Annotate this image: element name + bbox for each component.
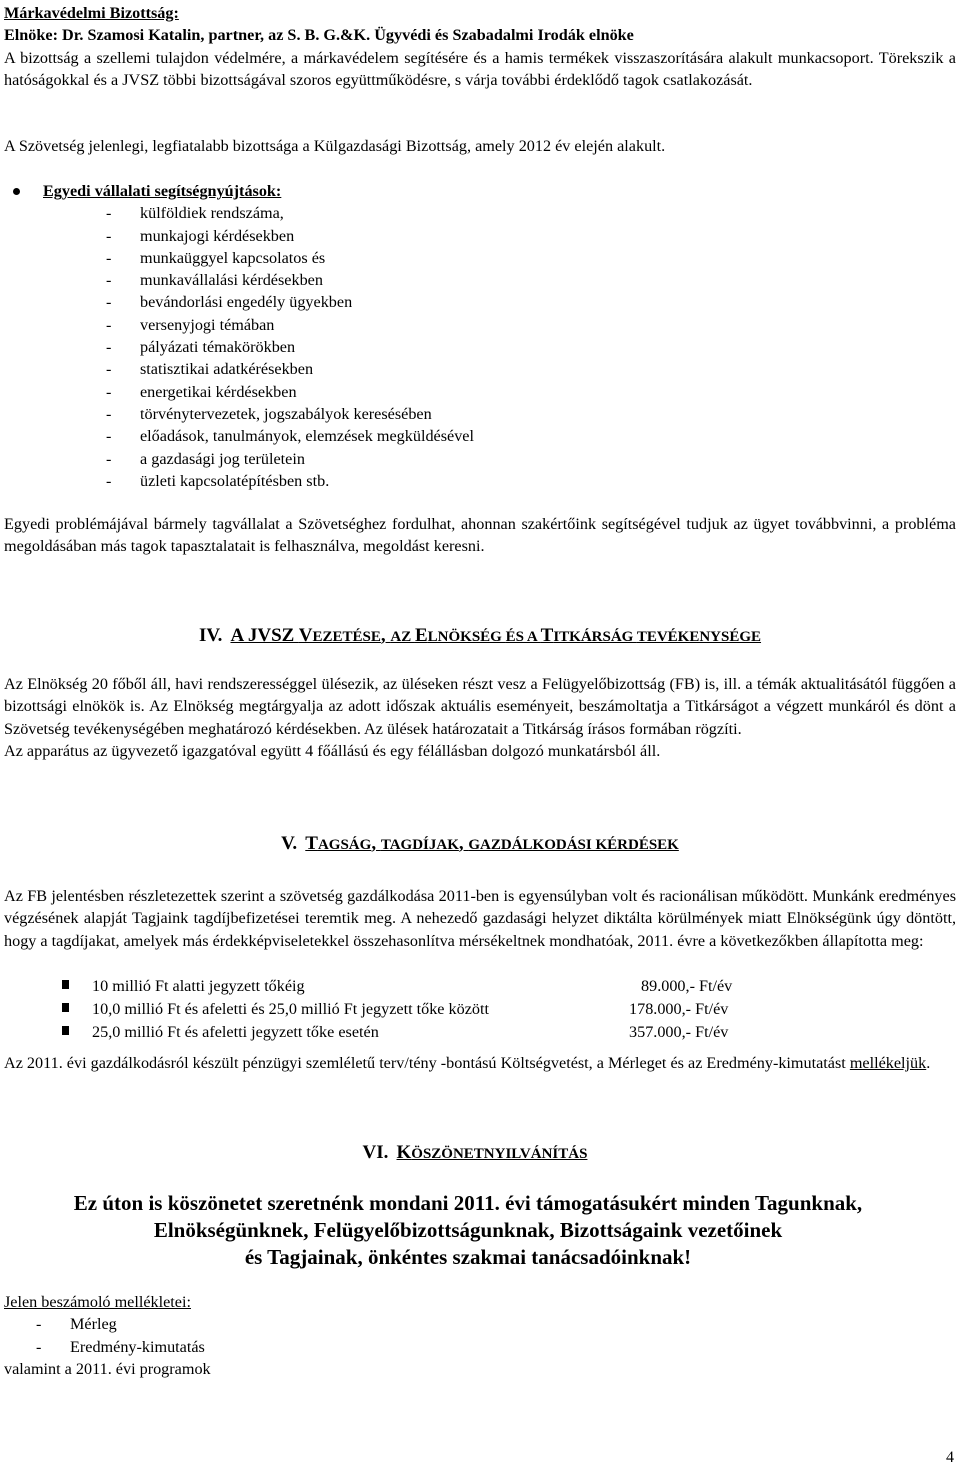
budget-paragraph: Az 2011. évi gazdálkodásról készült pénzügyi szemléletű terv/tény -bontású Költségvetést, a Mérleget és az Eredmény-kimutatást mellékeljük. xyxy=(4,1054,931,1072)
list-item: - előadások, tanulmányok, elemzések megküldésével xyxy=(106,427,474,446)
list-item: - törvénytervezetek, jogszabályok keresésében xyxy=(106,404,432,423)
section-6-heading xyxy=(0,1142,951,1165)
attachments-list xyxy=(36,1313,956,1358)
section-4-title: A JVSZ VEZETÉSE, AZ ELNÖKSÉG ÉS A TITKÁRSÁG TEVÉKENYSÉGE xyxy=(230,625,762,646)
attachments-extra: valamint a 2011. évi programok xyxy=(4,1359,211,1378)
list-item: - pályázati témakörökben xyxy=(106,338,296,357)
list-item: - üzleti kapcsolatépítésben stb. xyxy=(106,471,330,490)
assistance-closing-text: Egyedi problémájával bármely tagvállalat a Szövetséghez fordulhat, ahonnan szakértőink segítségével tudjuk az ügyet továbbvinni, a probléma megoldásában más tagok tapasztalatait is felhasználva, megoldást keresni. xyxy=(4,515,956,556)
list-item: - a gazdasági jog területein xyxy=(106,449,305,468)
youngest-committee-paragraph xyxy=(4,135,956,157)
fee-description: 10 millió Ft alatti jegyzett tőkéig xyxy=(92,977,305,995)
thanks-line: Elnökségünknek, Felügyelőbizottságunknak, Bizottságaink vezetőinek xyxy=(153,1218,783,1242)
page-number: 4 xyxy=(946,1449,954,1466)
list-item: - munkaüggyel kapcsolatos és xyxy=(106,248,326,267)
assistance-list xyxy=(106,202,956,492)
committee-section xyxy=(4,2,956,91)
section-5-body xyxy=(4,885,956,952)
section-5-numeral: V. xyxy=(281,833,298,854)
assistance-closing xyxy=(4,513,956,558)
fee-description: 10,0 millió Ft és afeletti és 25,0 millió Ft jegyzett tőke között xyxy=(92,1000,489,1018)
fee-row xyxy=(4,998,956,1021)
assistance-title: Egyedi vállalati segítségnyújtások: xyxy=(43,182,282,200)
committee-chair: Elnöke: Dr. Szamosi Katalin, partner, az S. B. G.&K. Ügyvédi és Szabadalmi Irodák elnöke xyxy=(4,26,634,45)
thanks-message xyxy=(0,1190,944,1271)
fee-amount: 178.000,- Ft/év xyxy=(629,1000,729,1018)
budget-text: Az 2011. évi gazdálkodásról készült pénzügyi szemléletű terv/tény -bontású Költségvetést, a Mérleget és az Eredmény-kimutatást xyxy=(4,1054,850,1072)
bullet-icon xyxy=(13,188,20,195)
list-item: - munkavállalási kérdésekben xyxy=(106,271,323,290)
committee-title: Márkavédelmi Bizottság: xyxy=(4,4,179,22)
attachments-title: Jelen beszámoló mellékletei: xyxy=(4,1293,191,1311)
section-6-numeral: VI. xyxy=(362,1142,389,1163)
section-5-heading xyxy=(4,833,956,856)
fee-row xyxy=(4,1021,956,1044)
section-4-body xyxy=(4,673,956,762)
budget-attachment-text: mellékeljük xyxy=(849,1054,927,1072)
section-5-title: TAGSÁG, TAGDÍJAK, GAZDÁLKODÁSI KÉRDÉSEK xyxy=(305,833,679,854)
committee-text: A bizottság a szellemi tulajdon védelmére, a márkavédelem segítésére és a hamis termékek visszaszorítására alakult munkacsoport. Törekszik a hatóságokkal és a JVSZ többi bizottságával szoros együttműködésre, s várja további érdeklődő tagok csatlakozását. xyxy=(4,48,956,89)
section-4-heading xyxy=(4,625,956,648)
list-item: - munkajogi kérdésekben xyxy=(106,226,295,245)
list-item: - külföldiek rendszáma, xyxy=(106,204,284,223)
fee-description: 25,0 millió Ft és afeletti jegyzett tőke esetén xyxy=(92,1023,379,1041)
youngest-committee-text: A Szövetség jelenlegi, legfiatalabb bizottsága a Külgazdasági Bizottság, amely 2012 év elején alakult. xyxy=(4,137,666,155)
fee-table xyxy=(4,975,956,1044)
fee-amount: 89.000,- Ft/év xyxy=(641,977,733,995)
attachments-section xyxy=(4,1291,956,1380)
fee-row xyxy=(4,975,956,998)
square-bullet-icon xyxy=(62,980,69,989)
section-4-numeral: IV. xyxy=(198,625,223,646)
list-item: - versenyjogi témában xyxy=(106,315,275,334)
fee-amount: 357.000,- Ft/év xyxy=(629,1023,729,1041)
list-item: - Mérleg xyxy=(36,1315,117,1334)
list-item: - bevándorlási engedély ügyekben xyxy=(106,293,353,312)
list-item: - statisztikai adatkérésekben xyxy=(106,360,314,379)
section-6-title: KÖSZÖNETNYILVÁNÍTÁS xyxy=(396,1142,588,1163)
thanks-line: Ez úton is köszönetet szeretnénk mondani 2011. évi támogatásukért minden Tagunknak, xyxy=(73,1191,863,1215)
thanks-line: és Tagjainak, önkéntes szakmai tanácsadóinknak! xyxy=(244,1245,692,1269)
section-4-paragraph-1: Az Elnökség 20 főből áll, havi rendszerességgel ülésezik, az üléseken részt vesz a Felügyelőbizottság (FB) is, ill. a témák aktualitásától függően a bizottsági elnökök is. Az Elnökség megtárgyalja az adott időszak aktuális eseményeit, beszámoltatja a Titkárságot a végzett munkáról és dönt a Szövetség tevékenységében meghatározó kérdésekben. Az ülések határozatait a Titkárság írásos formában rögzíti. xyxy=(4,675,956,738)
list-item: - Eredmény-kimutatás xyxy=(36,1337,205,1356)
section-5-paragraph: Az FB jelentésben részletezettek szerint a szövetség gazdálkodása 2011-ben is egyensúlyban volt és racionálisan működött. Munkánk eredményes végzésének alapját Tagjaink tagdíjbefizetései teremtik meg. A nehezedő gazdasági helyzet diktálta körülmények miatt Elnökségünk úgy döntött, hogy a tagdíjakat, amelyek más érdekképviseletekkel összehasonlítva mérsékeltnek mondhatóak, 2011. évre a következőkben állapította meg: xyxy=(4,887,956,950)
assistance-section xyxy=(13,180,956,492)
square-bullet-icon xyxy=(62,1026,69,1035)
section-4-paragraph-2: Az apparátus az ügyvezető igazgatóval együtt 4 főállású és egy félállásban dolgozó munkatársból áll. xyxy=(4,741,661,760)
square-bullet-icon xyxy=(62,1003,69,1012)
list-item: - energetikai kérdésekben xyxy=(106,382,297,401)
